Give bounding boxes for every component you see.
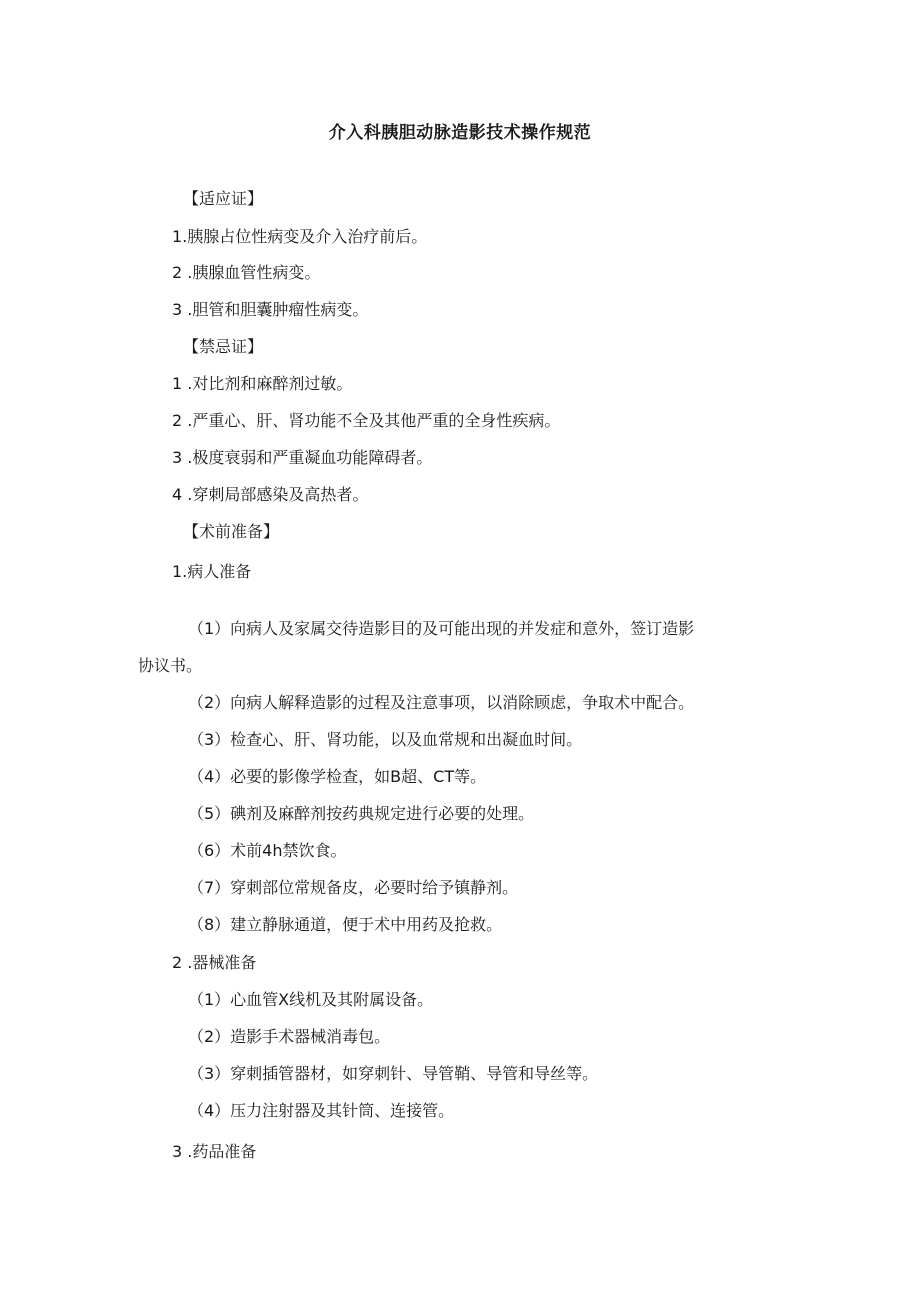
- equipment-prep-item: （1）心血管X线机及其附属设备。: [188, 990, 434, 1009]
- patient-prep-item: （8）建立静脉通道，便于术中用药及抢救。: [188, 915, 503, 934]
- contraindication-item: 2 .严重心、肝、肾功能不全及其他严重的全身性疾病。: [172, 411, 561, 430]
- contraindication-item: 4 .穿刺局部感染及高热者。: [172, 485, 369, 504]
- contraindications-heading: 【禁忌证】: [183, 337, 264, 356]
- patient-prep-item: （1）向病人及家属交待造影目的及可能出现的并发症和意外，签订造影: [188, 619, 695, 638]
- equipment-prep-item: （3）穿刺插管器材，如穿刺针、导管鞘、导管和导丝等。: [188, 1064, 599, 1083]
- patient-prep-item: （5）碘剂及麻醉剂按药典规定进行必要的处理。: [188, 804, 535, 823]
- contraindication-item: 1 .对比剂和麻醉剂过敏。: [172, 374, 353, 393]
- indications-heading: 【适应证】: [183, 189, 264, 208]
- indication-item: 1.胰腺占位性病变及介入治疗前后。: [172, 227, 428, 246]
- contraindication-item: 3 .极度衰弱和严重凝血功能障碍者。: [172, 448, 433, 467]
- indication-item: 3 .胆管和胆囊肿瘤性病变。: [172, 300, 369, 319]
- patient-prep-item-continued: 协议书。: [138, 656, 203, 675]
- patient-prep-item: （2）向病人解释造影的过程及注意事项，以消除顾虑，争取术中配合。: [188, 693, 695, 712]
- preparation-heading: 【术前准备】: [183, 522, 280, 541]
- patient-prep-item: （4）必要的影像学检查，如B超、CT等。: [188, 767, 487, 786]
- patient-prep-heading: 1.病人准备: [172, 562, 252, 581]
- patient-prep-item: （6）术前4h禁饮食。: [188, 841, 347, 860]
- patient-prep-item: （3）检查心、肝、肾功能，以及血常规和出凝血时间。: [188, 730, 583, 749]
- equipment-prep-item: （4）压力注射器及其针筒、连接管。: [188, 1101, 455, 1120]
- equipment-prep-heading: 2 .器械准备: [172, 953, 257, 972]
- indication-item: 2 .胰腺血管性病变。: [172, 263, 321, 282]
- patient-prep-item: （7）穿刺部位常规备皮，必要时给予镇静剂。: [188, 878, 519, 897]
- equipment-prep-item: （2）造影手术器械消毒包。: [188, 1027, 391, 1046]
- drug-prep-heading: 3 .药品准备: [172, 1142, 257, 1161]
- document-title: 介入科胰胆动脉造影技术操作规范: [328, 123, 592, 143]
